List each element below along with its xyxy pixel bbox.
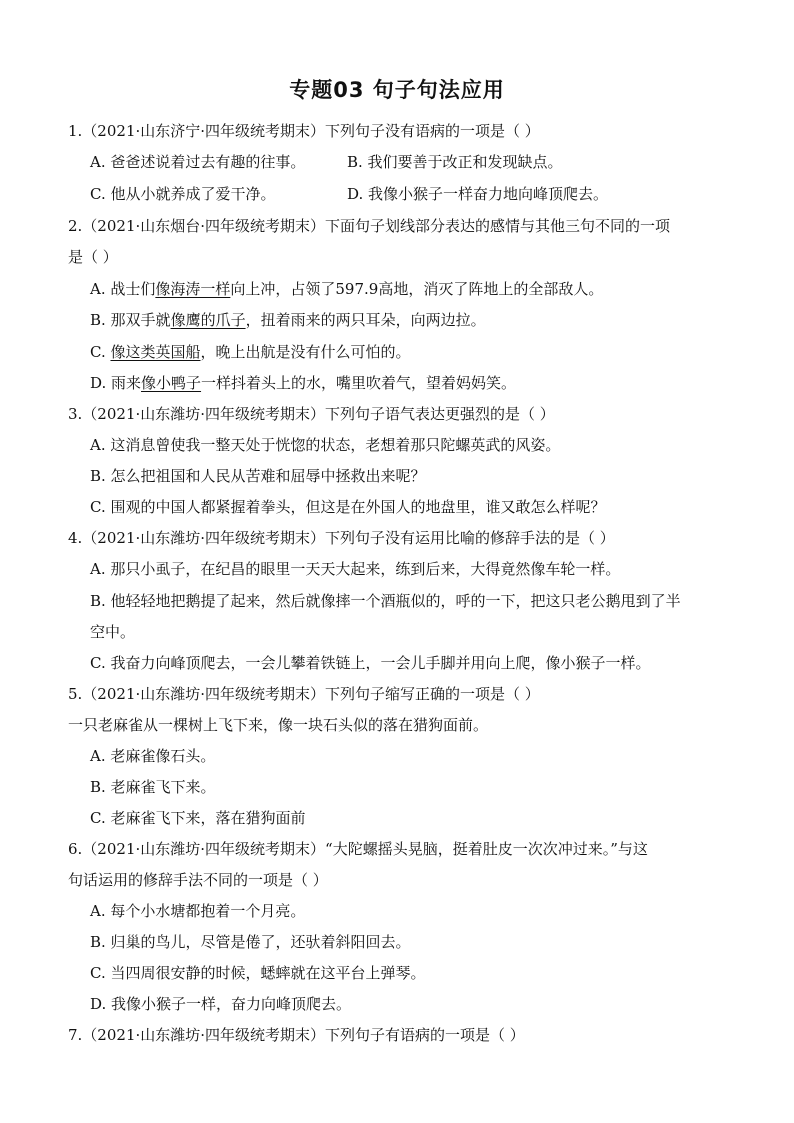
question-2-option-c bbox=[90, 342, 411, 362]
option-b-prefix: B. 那双手就 bbox=[90, 311, 171, 329]
question-4-option-b-cont: 空中。 bbox=[90, 623, 136, 641]
question-4-option-b: B. 他轻轻地把鹅提了起来，然后就像摔一个酒瓶似的，呼的一下，把这只老公鹅甩到了半 bbox=[90, 592, 681, 610]
option-d-underlined: 像小鸭子 bbox=[141, 374, 202, 392]
question-4-stem: 4.（2021·山东潍坊·四年级统考期末）下列句子没有运用比喻的修辞手法的是（ ） bbox=[68, 529, 615, 547]
question-5-option-c: C. 老麻雀飞下来，落在猎狗面前 bbox=[90, 809, 306, 827]
question-6-option-a: A. 每个小水塘都抱着一个月亮。 bbox=[90, 902, 306, 920]
question-6-option-b: B. 归巢的鸟儿，尽管是倦了，还驮着斜阳回去。 bbox=[90, 933, 411, 951]
question-6-option-c: C. 当四周很安静的时候，蟋蟀就在这平台上弹琴。 bbox=[90, 964, 426, 982]
option-b-suffix: ，扭着雨来的两只耳朵，向两边拉。 bbox=[245, 311, 486, 329]
option-a-suffix: 向上冲，占领了597.9高地，消灭了阵地上的全部敌人。 bbox=[230, 280, 604, 298]
question-5-stem: 5.（2021·山东潍坊·四年级统考期末）下列句子缩写正确的一项是（ ） bbox=[68, 685, 540, 703]
question-1-stem: 1.（2021·山东济宁·四年级统考期末）下列句子没有语病的一项是（ ） bbox=[68, 122, 540, 140]
option-d-suffix: 一样抖着头上的水，嘴里吹着气，望着妈妈笑。 bbox=[201, 374, 517, 392]
option-a-underlined: 像海涛一样 bbox=[155, 280, 231, 298]
question-3-option-c: C. 围观的中国人都紧握着拳头，但这是在外国人的地盘里，谁又敢怎么样呢？ bbox=[90, 498, 606, 516]
option-c-underlined: 像这类英国船 bbox=[110, 343, 201, 361]
question-1-option-b: B. 我们要善于改正和发现缺点。 bbox=[347, 153, 563, 171]
question-2-option-b bbox=[90, 310, 486, 330]
question-2-stem-cont: 是（ ） bbox=[68, 248, 118, 266]
question-5-sentence: 一只老麻雀从一棵树上飞下来，像一块石头似的落在猎狗面前。 bbox=[68, 716, 489, 734]
question-3-option-a: A. 这消息曾使我一整天处于恍惚的状态，老想着那只陀螺英武的风姿。 bbox=[90, 436, 561, 454]
question-4-option-c: C. 我奋力向峰顶爬去，一会儿攀着铁链上，一会儿手脚并用向上爬，像小猴子一样。 bbox=[90, 654, 651, 672]
option-c-suffix: ，晚上出航是没有什么可怕的。 bbox=[200, 343, 411, 361]
question-6-stem-cont: 句话运用的修辞手法不同的一项是（ ） bbox=[68, 871, 328, 889]
question-6-stem: 6.（2021·山东潍坊·四年级统考期末）“大陀螺摇头晃脑，挺着肚皮一次次冲过来。”与这 bbox=[68, 840, 648, 858]
question-1-option-c: C. 他从小就养成了爱干净。 bbox=[90, 185, 276, 203]
question-1-option-a: A. 爸爸述说着过去有趣的往事。 bbox=[90, 153, 306, 171]
question-4-option-a: A. 那只小虱子，在纪昌的眼里一天天大起来，练到后来，大得竟然像车轮一样。 bbox=[90, 560, 621, 578]
question-5-option-b: B. 老麻雀飞下来。 bbox=[90, 778, 216, 796]
option-b-underlined: 像鹰的爪子 bbox=[170, 311, 246, 329]
option-c-prefix: C. bbox=[90, 343, 111, 361]
question-2-option-d bbox=[90, 373, 516, 393]
question-3-stem: 3.（2021·山东潍坊·四年级统考期末）下列句子语气表达更强烈的是（ ） bbox=[68, 405, 555, 423]
question-3-option-b: B. 怎么把祖国和人民从苦难和屈辱中拯救出来呢？ bbox=[90, 467, 426, 485]
question-2-option-a bbox=[90, 279, 603, 299]
option-d-prefix: D. 雨来 bbox=[90, 374, 142, 392]
option-a-prefix: A. 战士们 bbox=[90, 280, 156, 298]
question-7-stem: 7.（2021·山东潍坊·四年级统考期末）下列句子有语病的一项是（ ） bbox=[68, 1026, 525, 1044]
page-title: 专题03 句子句法应用 bbox=[289, 78, 505, 102]
question-6-option-d: D. 我像小猴子一样，奋力向峰顶爬去。 bbox=[90, 995, 352, 1013]
question-2-stem: 2.（2021·山东烟台·四年级统考期末）下面句子划线部分表达的感情与其他三句不同的一项 bbox=[68, 217, 671, 235]
question-5-option-a: A. 老麻雀像石头。 bbox=[90, 747, 216, 765]
question-1-option-d: D. 我像小猴子一样奋力地向峰顶爬去。 bbox=[347, 185, 609, 203]
